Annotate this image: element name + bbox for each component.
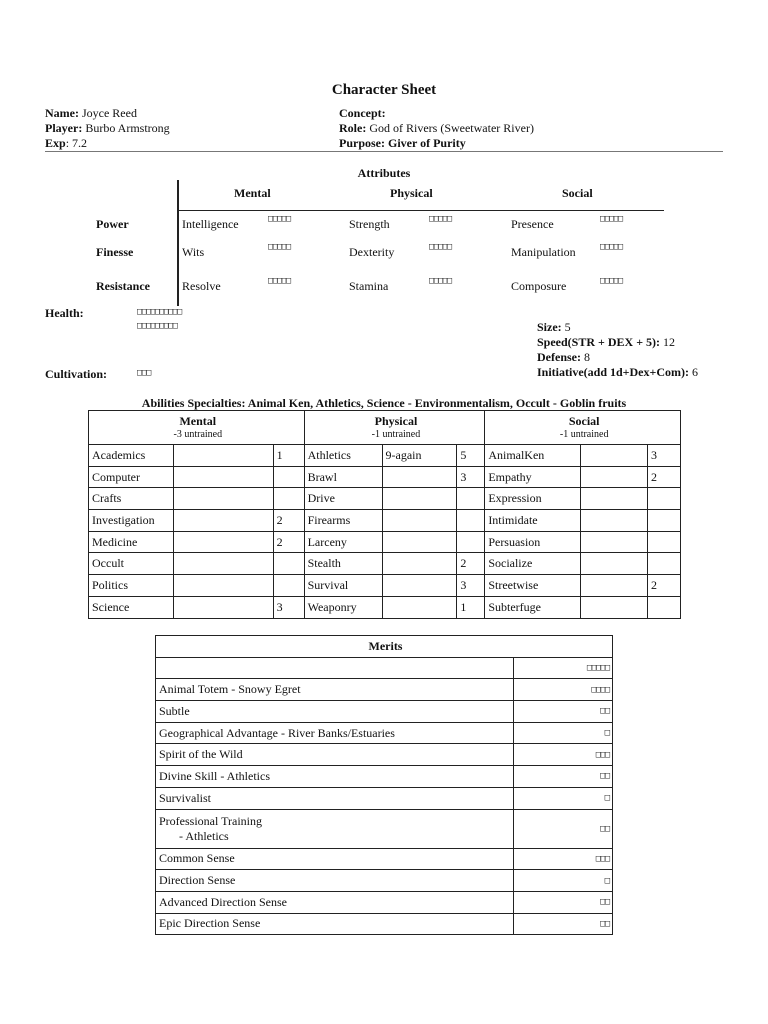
merit-dots[interactable]: □□□ (514, 848, 613, 870)
skill-specialty[interactable] (581, 466, 648, 488)
skill-value[interactable]: 2 (648, 466, 681, 488)
health-track-row1[interactable]: □□□□□□□□□□ (137, 307, 182, 317)
attr-intelligence-dots[interactable]: □□□□□ (268, 214, 291, 224)
skill-name: Investigation (89, 510, 174, 532)
health-track-row2[interactable]: □□□□□□□□□ (137, 321, 177, 331)
merit-dots[interactable]: □ (514, 787, 613, 809)
skill-name: AnimalKen (485, 445, 581, 467)
list-item (156, 744, 613, 766)
attr-row-finesse: Finesse (96, 245, 134, 259)
name-line: Name: Joyce Reed (45, 106, 137, 120)
skill-value[interactable] (648, 488, 681, 510)
skill-specialty[interactable] (173, 531, 273, 553)
attr-row-resistance: Resistance (96, 279, 150, 293)
skill-value[interactable] (648, 553, 681, 575)
skill-name: Streetwise (485, 575, 581, 597)
list-item (156, 766, 613, 788)
skill-value[interactable] (457, 510, 485, 532)
initiative-line: Initiative(add 1d+Dex+Com): 6 (537, 365, 699, 379)
list-item (156, 809, 613, 848)
info-left (45, 106, 170, 151)
abilities-table (88, 410, 681, 619)
skill-specialty[interactable] (173, 510, 273, 532)
list-item (156, 722, 613, 744)
skill-name: Socialize (485, 553, 581, 575)
list-item (156, 848, 613, 870)
skill-name: Empathy (485, 466, 581, 488)
attr-col-mental: Mental (234, 186, 271, 200)
skill-value[interactable] (273, 488, 304, 510)
skill-value[interactable]: 2 (273, 510, 304, 532)
skill-specialty[interactable]: 9-again (382, 445, 457, 467)
skill-name: Subterfuge (485, 596, 581, 618)
skill-name: Survival (304, 575, 382, 597)
attr-intelligence: Intelligence (182, 217, 239, 231)
skill-value[interactable] (457, 488, 485, 510)
skill-value[interactable]: 1 (273, 445, 304, 467)
skill-name: Medicine (89, 531, 174, 553)
attributes-heading: Attributes (357, 166, 411, 180)
skill-value[interactable]: 2 (273, 531, 304, 553)
health-label: Health: (45, 306, 84, 320)
merit-dots[interactable]: □ (514, 722, 613, 744)
skill-value[interactable]: 2 (648, 575, 681, 597)
skill-value[interactable]: 3 (457, 575, 485, 597)
exp-value: : 7.2 (65, 136, 88, 150)
merit-name[interactable]: Epic Direction Sense (156, 913, 514, 935)
merit-dots[interactable]: □□□ (514, 744, 613, 766)
attributes-vertical-rule (177, 180, 179, 306)
merit-name[interactable] (156, 657, 514, 679)
attr-strength-dots[interactable]: □□□□□ (429, 214, 452, 224)
skill-name: Stealth (304, 553, 382, 575)
attr-manipulation: Manipulation (511, 245, 576, 259)
merit-dots[interactable]: □ (514, 870, 613, 892)
attr-resolve-dots[interactable]: □□□□□ (268, 276, 291, 286)
skill-name: Science (89, 596, 174, 618)
merit-dots[interactable]: □□ (514, 913, 613, 935)
attr-stamina-dots[interactable]: □□□□□ (429, 276, 452, 286)
table-row (89, 553, 681, 575)
list-item (156, 657, 613, 679)
table-row (89, 466, 681, 488)
merit-dots[interactable]: □□ (514, 766, 613, 788)
attr-presence: Presence (511, 217, 554, 231)
info-right (339, 106, 534, 151)
abilities-physical-header: Physical -1 untrained (304, 411, 485, 445)
skill-value[interactable] (273, 575, 304, 597)
attr-col-physical: Physical (390, 186, 433, 200)
skill-specialty[interactable] (581, 445, 648, 467)
merit-name[interactable]: Divine Skill - Athletics (156, 766, 514, 788)
skill-specialty[interactable] (382, 596, 457, 618)
skill-value[interactable] (648, 531, 681, 553)
skill-specialty[interactable] (581, 510, 648, 532)
skill-name: Weaponry (304, 596, 382, 618)
role-value: God of Rivers (Sweetwater River) (366, 121, 534, 135)
table-row (89, 445, 681, 467)
list-item (156, 913, 613, 935)
merits-heading: Merits (156, 636, 613, 658)
merit-name[interactable]: Geographical Advantage - River Banks/Estuaries (156, 722, 514, 744)
skill-value[interactable]: 3 (648, 445, 681, 467)
skill-specialty[interactable] (382, 488, 457, 510)
list-item (156, 891, 613, 913)
skill-specialty[interactable] (581, 488, 648, 510)
attr-row-power: Power (96, 217, 129, 231)
abilities-social-header: Social -1 untrained (485, 411, 681, 445)
table-row (89, 510, 681, 532)
skill-name: Crafts (89, 488, 174, 510)
list-item (156, 787, 613, 809)
skill-value[interactable]: 3 (273, 596, 304, 618)
merit-name[interactable]: Advanced Direction Sense (156, 891, 514, 913)
skill-value[interactable]: 1 (457, 596, 485, 618)
table-row (89, 596, 681, 618)
player-line: Player: Burbo Armstrong (45, 121, 170, 135)
merit-name[interactable]: Professional Training - Athletics (156, 809, 514, 848)
skill-specialty[interactable] (382, 531, 457, 553)
table-row (89, 575, 681, 597)
skill-value[interactable] (273, 553, 304, 575)
size-line: Size: 5 (537, 320, 571, 334)
defense-line: Defense: 8 (537, 350, 590, 364)
cultivation-label: Cultivation: (45, 367, 108, 381)
player-name: Burbo Armstrong (82, 121, 170, 135)
skill-specialty[interactable] (382, 510, 457, 532)
skill-specialty[interactable] (581, 596, 648, 618)
attr-presence-dots[interactable]: □□□□□ (600, 214, 623, 224)
skill-specialty[interactable] (382, 466, 457, 488)
skill-value[interactable]: 3 (457, 466, 485, 488)
skill-specialty[interactable] (382, 553, 457, 575)
skill-value[interactable] (648, 510, 681, 532)
table-row (89, 531, 681, 553)
skill-name: Expression (485, 488, 581, 510)
attr-dexterity-dots[interactable]: □□□□□ (429, 242, 452, 252)
merit-name[interactable]: Direction Sense (156, 870, 514, 892)
skill-specialty[interactable] (581, 575, 648, 597)
skill-specialty[interactable] (581, 531, 648, 553)
cultivation-track[interactable]: □□□ (137, 368, 151, 378)
skill-name: Occult (89, 553, 174, 575)
table-row (89, 488, 681, 510)
abilities-specialties: Abilities Specialties: Animal Ken, Athletics, Science - Environmentalism, Occult - Goblin fruits (141, 396, 627, 410)
merit-name[interactable]: Spirit of the Wild (156, 744, 514, 766)
attr-composure-dots[interactable]: □□□□□ (600, 276, 623, 286)
speed-line: Speed(STR + DEX + 5): 12 (537, 335, 676, 349)
merit-name[interactable]: Subtle (156, 701, 514, 723)
skill-name: Firearms (304, 510, 382, 532)
concept-line: Concept: (339, 106, 386, 120)
attributes-horizontal-rule (178, 210, 664, 211)
skill-name: Larceny (304, 531, 382, 553)
attr-wits-dots[interactable]: □□□□□ (268, 242, 291, 252)
skill-specialty[interactable] (173, 575, 273, 597)
header-divider (45, 151, 723, 152)
skill-value[interactable]: 2 (457, 553, 485, 575)
derived-stats (537, 320, 698, 380)
skill-specialty[interactable] (173, 445, 273, 467)
exp-line: Exp: 7.2 (45, 136, 88, 150)
attr-wits: Wits (182, 245, 205, 259)
merit-dots[interactable]: □□□□□ (514, 657, 613, 679)
attr-strength: Strength (349, 217, 390, 231)
skill-specialty[interactable] (173, 488, 273, 510)
skill-value[interactable] (648, 596, 681, 618)
merit-dots[interactable]: □□ (514, 809, 613, 848)
skill-name: Brawl (304, 466, 382, 488)
list-item (156, 870, 613, 892)
merits-table (155, 635, 613, 935)
defense-value: 8 (580, 350, 590, 364)
attr-resolve: Resolve (182, 279, 221, 293)
skill-value[interactable] (457, 531, 485, 553)
skill-name: Drive (304, 488, 382, 510)
initiative-value: 6 (689, 365, 699, 379)
list-item (156, 679, 613, 701)
attr-dexterity: Dexterity (349, 245, 395, 259)
skill-specialty[interactable] (581, 553, 648, 575)
skill-name: Computer (89, 466, 174, 488)
skill-specialty[interactable] (173, 596, 273, 618)
skill-value[interactable]: 5 (457, 445, 485, 467)
skill-name: Academics (89, 445, 174, 467)
merit-name[interactable]: Animal Totem - Snowy Egret (156, 679, 514, 701)
attr-composure: Composure (511, 279, 567, 293)
purpose-line: Purpose: Giver of Purity (339, 136, 466, 150)
skill-specialty[interactable] (382, 575, 457, 597)
skill-name: Politics (89, 575, 174, 597)
abilities-mental-header: Mental -3 untrained (89, 411, 305, 445)
merit-dots[interactable]: □□ (514, 701, 613, 723)
character-name: Joyce Reed (78, 106, 137, 120)
merit-dots[interactable]: □□□□ (514, 679, 613, 701)
list-item (156, 701, 613, 723)
attr-stamina: Stamina (349, 279, 389, 293)
merit-sub: - Athletics (179, 828, 229, 843)
skill-value[interactable] (273, 466, 304, 488)
skill-name: Athletics (304, 445, 382, 467)
skill-name: Persuasion (485, 531, 581, 553)
merit-dots[interactable]: □□ (514, 891, 613, 913)
merit-name[interactable]: Survivalist (156, 787, 514, 809)
role-line: Role: God of Rivers (Sweetwater River) (339, 121, 534, 135)
size-value: 5 (561, 320, 571, 334)
merit-name[interactable]: Common Sense (156, 848, 514, 870)
attr-col-social: Social (562, 186, 593, 200)
page-title: Character Sheet (331, 82, 437, 98)
skill-specialty[interactable] (173, 466, 273, 488)
skill-name: Intimidate (485, 510, 581, 532)
attr-manipulation-dots[interactable]: □□□□□ (600, 242, 623, 252)
speed-value: 12 (660, 335, 676, 349)
skill-specialty[interactable] (173, 553, 273, 575)
